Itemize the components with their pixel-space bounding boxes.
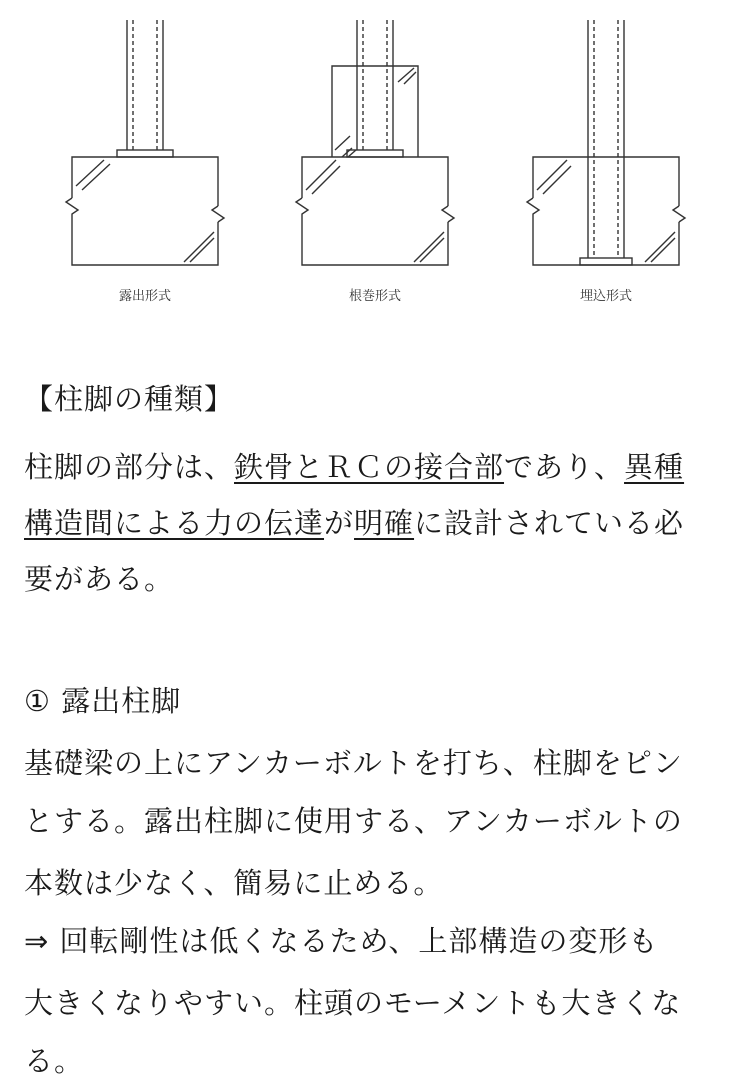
caption-encased: 根巻形式 [348, 289, 402, 304]
section-title: 【柱脚の種類】 [24, 382, 235, 416]
caption-exposed: 露出形式 [118, 289, 172, 304]
intro-text: 柱脚の部分は、 [24, 450, 235, 484]
item1-line: 本数は少なく、簡易に止める。 [24, 866, 444, 900]
underlined-term: 鉄骨とＲＣの接合部 [234, 450, 505, 484]
encased-type-drawing [296, 20, 454, 265]
item1-line: る。 [24, 1044, 85, 1078]
item1-line: とする。露出柱脚に使用する、アンカーボルトの [24, 804, 683, 838]
underlined-term: 構造間による力の伝達 [24, 506, 325, 540]
intro-line-2 [24, 504, 684, 542]
exposed-type-drawing [66, 20, 224, 265]
intro-text: が [324, 506, 355, 540]
underlined-term: 明確 [354, 506, 415, 540]
caption-embedded: 埋込形式 [579, 289, 633, 304]
intro-text: であり、 [504, 450, 625, 484]
intro-line-1 [24, 448, 684, 486]
embedded-type-drawing [527, 20, 685, 265]
item1-line: 大きくなりやすい。柱頭のモーメントも大きくな [24, 986, 682, 1020]
item1-heading: ① 露出柱脚 [24, 684, 182, 718]
item1-line: 基礎梁の上にアンカーボルトを打ち、柱脚をピン [24, 746, 683, 780]
item1-line: ⇒ 回転剛性は低くなるため、上部構造の変形も [24, 924, 659, 958]
column-base-types-diagram [0, 0, 750, 330]
underlined-term: 異種 [624, 450, 685, 484]
intro-text: に設計されている必 [414, 506, 685, 540]
intro-line-3: 要がある。 [24, 562, 175, 596]
